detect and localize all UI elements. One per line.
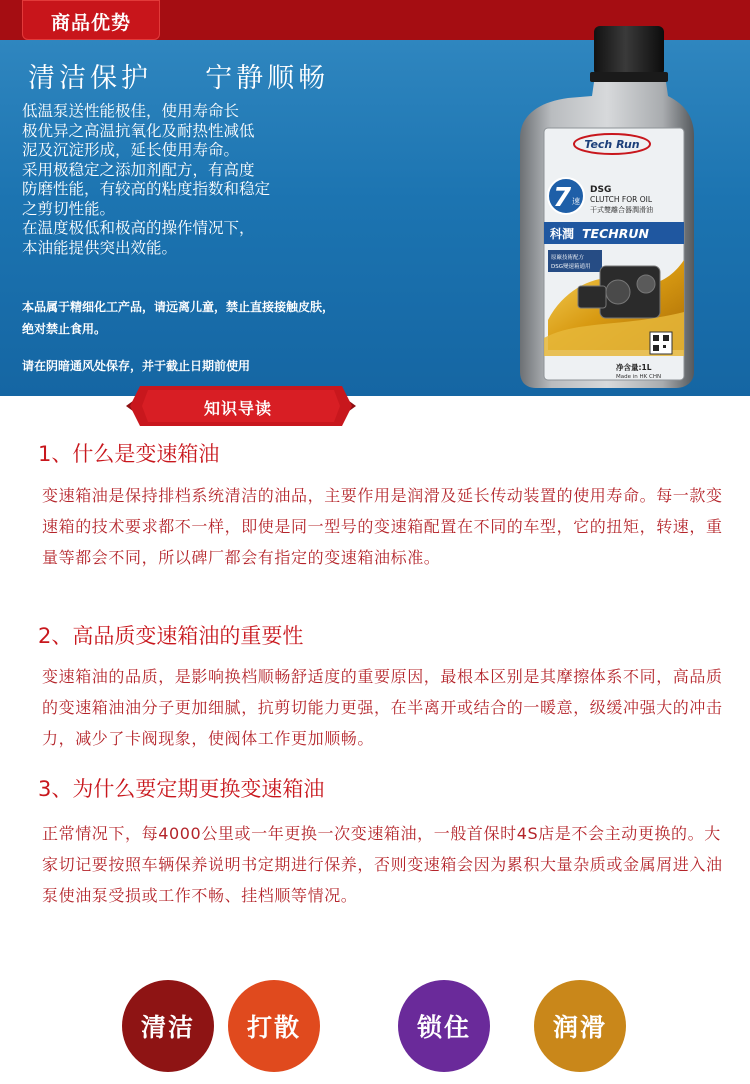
safety-notice: 本品属于精细化工产品，请远离儿童，禁止直接接触皮肤，绝对禁止食用。 [22, 300, 335, 336]
hero-line: 采用极稳定之添加剂配方，有高度 [22, 160, 255, 179]
svg-text:Made in HK CHN: Made in HK CHN [616, 374, 662, 380]
section-3-body: 正常情况下，每4000公里或一年更换一次变速箱油，一般首保时4S店是不会主动更换的。大家切记要按照车辆保养说明书定期进行保养，否则变速箱会因为累积大量杂质或金属屑进入油泵使油泵受损或工作不畅、挂档顺等情况。 [42, 824, 723, 905]
hero-line: 本油能提供突出效能。 [22, 238, 178, 257]
bottle-cap [594, 26, 664, 76]
svg-text:干式雙離合器潤滑油: 干式雙離合器潤滑油 [590, 206, 653, 214]
svg-text:7: 7 [552, 183, 572, 213]
svg-text:CLUTCH FOR OIL: CLUTCH FOR OIL [590, 195, 653, 204]
svg-text:净含量:1L: 净含量:1L [616, 363, 652, 372]
hero-line: 之剪切性能。 [22, 199, 116, 218]
oil-bottle-image [508, 20, 704, 392]
svg-text:科潤: 科潤 [550, 227, 575, 241]
svg-text:TECHRUN: TECHRUN [582, 226, 649, 241]
knowledge-title: 知识导读 [203, 399, 272, 418]
feature-disperse: 打散 [228, 980, 320, 1072]
storage-notice: 请在阴暗通风处保存，并于截止日期前使用 [22, 359, 251, 373]
hero-line: 低温泵送性能极佳，使用寿命长 [22, 102, 240, 120]
feature-lubricate: 润滑 [534, 980, 626, 1072]
hero-line: 泥及沉淀形成，延长使用寿命。 [22, 141, 240, 159]
hero-line: 在温度极低和极高的操作情况下， [22, 219, 255, 237]
svg-text:速: 速 [572, 197, 580, 206]
svg-text:原廠技術配方: 原廠技術配方 [551, 255, 585, 261]
bottle-logo: Tech Run [584, 138, 640, 151]
section-1-body: 变速箱油是保持排档系统清洁的油品，主要作用是润滑及延长传动装置的使用寿命。每一款变速箱的技术要求都不一样，即使是同一型号的变速箱配置在不同的车型，它的扭矩，转速，重量等都会不同，所以碑厂都会有指定的变速箱油标准。 [42, 486, 723, 567]
header-tab-label: 商品优势 [50, 12, 131, 34]
section-2-body: 变速箱油的品质，是影响换档顺畅舒适度的重要原因，最根本区别是其摩擦体系不同，高品质的变速箱油油分子更加细腻，抗剪切能力更强，在半离开或结合的一暖意，级缓冲强大的冲击力，减少了卡阀现象，使阀体工作更加顺畅。 [42, 667, 723, 748]
hero-line: 极优异之高温抗氧化及耐热性减低 [22, 121, 255, 140]
section-3-title: 3、为什么要定期更换变速箱油 [38, 777, 325, 801]
hero-title: 清洁保护 宁静顺畅 [28, 63, 330, 94]
section-2-title: 2、高品质变速箱油的重要性 [38, 624, 304, 648]
feature-clean: 清洁 [122, 980, 214, 1072]
section-1-title: 1、什么是变速箱油 [38, 442, 220, 466]
svg-text:DSG變速箱通用: DSG變速箱通用 [551, 264, 591, 270]
svg-text:DSG: DSG [590, 185, 612, 195]
feature-lock: 锁住 [398, 980, 490, 1072]
hero-description [22, 102, 352, 258]
hero-line: 防磨性能，有较高的粘度指数和稳定 [22, 180, 271, 198]
